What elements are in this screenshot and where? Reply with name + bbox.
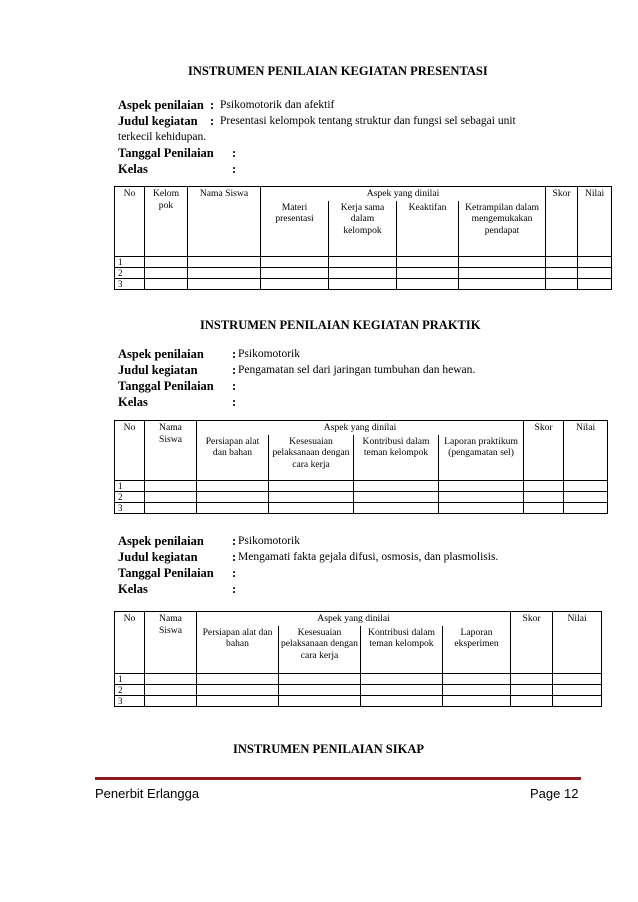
table-cell: Nama Siswa: [145, 612, 197, 674]
table-cell: 1: [115, 481, 145, 492]
presentasi-meta: Aspek penilaian : Psikomotorik dan afektif Judul kegiatan : Presentasi kelompok tentang struktur dan fungsi sel sebagai unit terkecil kehidupan. Tanggal Penilaian : Kelas :: [118, 98, 516, 176]
table-cell: 3: [115, 279, 145, 290]
table-row: [115, 674, 602, 685]
table-cell: [197, 696, 279, 707]
table-cell: [329, 257, 397, 268]
table-cell: 2: [115, 492, 145, 503]
table-cell: [439, 492, 524, 503]
table-row: [115, 685, 602, 696]
table-cell: [439, 503, 524, 514]
table-cell: [564, 492, 608, 503]
table-cell: [329, 279, 397, 290]
table-cell: [553, 674, 602, 685]
table-cell: Aspek yang dinilai: [197, 612, 511, 626]
table-cell: [511, 696, 553, 707]
sub-keaktifan: Keaktifan: [397, 201, 459, 257]
table-cell: [553, 696, 602, 707]
table-cell: [361, 674, 443, 685]
kelas-label: Kelas: [118, 162, 148, 176]
table-cell: [361, 685, 443, 696]
table-cell: [354, 481, 439, 492]
table-cell: [578, 279, 612, 290]
table-cell: [279, 674, 361, 685]
table-cell: [361, 696, 443, 707]
table-cell: [269, 481, 354, 492]
sub-materi: Materi presentasi: [261, 201, 329, 257]
table-cell: [459, 268, 546, 279]
table-row: [115, 481, 608, 492]
table-row: [115, 492, 608, 503]
table-cell: [145, 674, 197, 685]
table-cell: [546, 257, 578, 268]
eksperimen-table: [114, 611, 602, 707]
table-cell: [397, 268, 459, 279]
table-cell: [511, 685, 553, 696]
table-cell: [261, 279, 329, 290]
table-cell: [145, 481, 197, 492]
table-row: [115, 279, 612, 290]
table-cell: [145, 492, 197, 503]
table-cell: 3: [115, 696, 145, 707]
tanggal-label: Tanggal Penilaian: [118, 146, 214, 160]
table-cell: Nilai: [553, 612, 602, 674]
table-cell: [197, 481, 269, 492]
table-cell: [197, 492, 269, 503]
footer-divider: [95, 777, 581, 780]
table-cell: [511, 674, 553, 685]
table-cell: Kesesuaian pelaksanaan dengan cara kerja: [279, 626, 361, 674]
table-cell: [546, 268, 578, 279]
table-cell: [443, 696, 511, 707]
praktik-meta: Aspek penilaian : Psikomotorik Judul kegiatan : Pengamatan sel dari jaringan tumbuhan dan hewan. Tanggal Penilaian : Kelas :: [118, 347, 476, 409]
table-cell: [261, 257, 329, 268]
table-cell: Persiapan alat dan bahan: [197, 626, 279, 674]
praktik-title: INSTRUMEN PENILAIAN KEGIATAN PRAKTIK: [200, 318, 481, 332]
table-cell: [145, 685, 197, 696]
table-cell: [578, 257, 612, 268]
presentasi-table: [114, 186, 612, 290]
table-cell: Nilai: [564, 421, 608, 481]
table-cell: [564, 481, 608, 492]
col-kelompok: Kelom pok: [145, 187, 188, 257]
table-cell: [397, 279, 459, 290]
table-cell: [564, 503, 608, 514]
table-cell: [197, 674, 279, 685]
table-row: [115, 503, 608, 514]
table-cell: [354, 503, 439, 514]
sub-ketrampilan: Ketrampilan dalam mengemukakan pendapat: [459, 201, 546, 257]
table-cell: [329, 268, 397, 279]
aspek-value: Psikomotorik dan afektif: [220, 99, 335, 111]
table-cell: No: [115, 612, 145, 674]
table-cell: [269, 492, 354, 503]
judul-label: Judul kegiatan: [118, 114, 198, 128]
table-cell: [145, 268, 188, 279]
sikap-title: INSTRUMEN PENILAIAN SIKAP: [233, 742, 424, 756]
eksperimen-meta: Aspek penilaian : Psikomotorik Judul kegiatan : Mengamati fakta gejala difusi, osmosis, dan plasmolisis. Tanggal Penilaian : Kelas :: [118, 534, 499, 596]
table-cell: Skor: [511, 612, 553, 674]
table-cell: [578, 268, 612, 279]
table-cell: [459, 257, 546, 268]
table-cell: [188, 257, 261, 268]
table-cell: No: [115, 421, 145, 481]
table-cell: [188, 279, 261, 290]
col-nama: Nama Siswa: [188, 187, 261, 257]
table-cell: Kontribusi dalam teman kelompok: [354, 435, 439, 481]
table-cell: [439, 481, 524, 492]
table-cell: 3: [115, 503, 145, 514]
judul-continuation: terkecil kehidupan.: [118, 131, 207, 143]
table-cell: Laporan praktikum (pengamatan sel): [439, 435, 524, 481]
col-aspek: Aspek yang dinilai: [261, 187, 546, 201]
table-cell: [524, 503, 564, 514]
sub-kerjasama: Kerja sama dalam kelompok: [329, 201, 397, 257]
table-cell: Kontribusi dalam teman kelompok: [361, 626, 443, 674]
praktik-table: [114, 420, 608, 514]
table-cell: [443, 674, 511, 685]
table-cell: Skor: [524, 421, 564, 481]
table-cell: [354, 492, 439, 503]
table-cell: [145, 279, 188, 290]
table-cell: Persiapan alat dan bahan: [197, 435, 269, 481]
table-cell: [279, 696, 361, 707]
judul-value: Presentasi kelompok tentang struktur dan fungsi sel sebagai unit: [220, 115, 516, 127]
footer-page-number: Page 12: [530, 786, 579, 801]
table-row: [115, 696, 602, 707]
table-cell: 1: [115, 674, 145, 685]
col-skor: Skor: [546, 187, 578, 257]
table-cell: [443, 685, 511, 696]
table-cell: [524, 481, 564, 492]
table-row: [115, 257, 612, 268]
table-cell: [145, 503, 197, 514]
table-cell: [269, 503, 354, 514]
table-cell: [546, 279, 578, 290]
presentasi-title: INSTRUMEN PENILAIAN KEGIATAN PRESENTASI: [188, 64, 488, 78]
table-cell: [459, 279, 546, 290]
col-nilai: Nilai: [578, 187, 612, 257]
table-cell: Aspek yang dinilai: [197, 421, 524, 435]
table-cell: [197, 685, 279, 696]
table-cell: [188, 268, 261, 279]
table-cell: [197, 503, 269, 514]
table-cell: [145, 257, 188, 268]
table-cell: [279, 685, 361, 696]
table-row: [115, 268, 612, 279]
col-no: No: [115, 187, 145, 257]
table-cell: Nama Siswa: [145, 421, 197, 481]
table-cell: Laporan eksperimen: [443, 626, 511, 674]
table-cell: [261, 268, 329, 279]
table-cell: [553, 685, 602, 696]
table-cell: 2: [115, 268, 145, 279]
aspek-label: Aspek penilaian: [118, 98, 204, 112]
table-cell: 1: [115, 257, 145, 268]
table-cell: [397, 257, 459, 268]
table-cell: 2: [115, 685, 145, 696]
footer-publisher: Penerbit Erlangga: [95, 786, 200, 801]
table-cell: [524, 492, 564, 503]
table-cell: [145, 696, 197, 707]
table-cell: Kesesuaian pelaksanaan dengan cara kerja: [269, 435, 354, 481]
